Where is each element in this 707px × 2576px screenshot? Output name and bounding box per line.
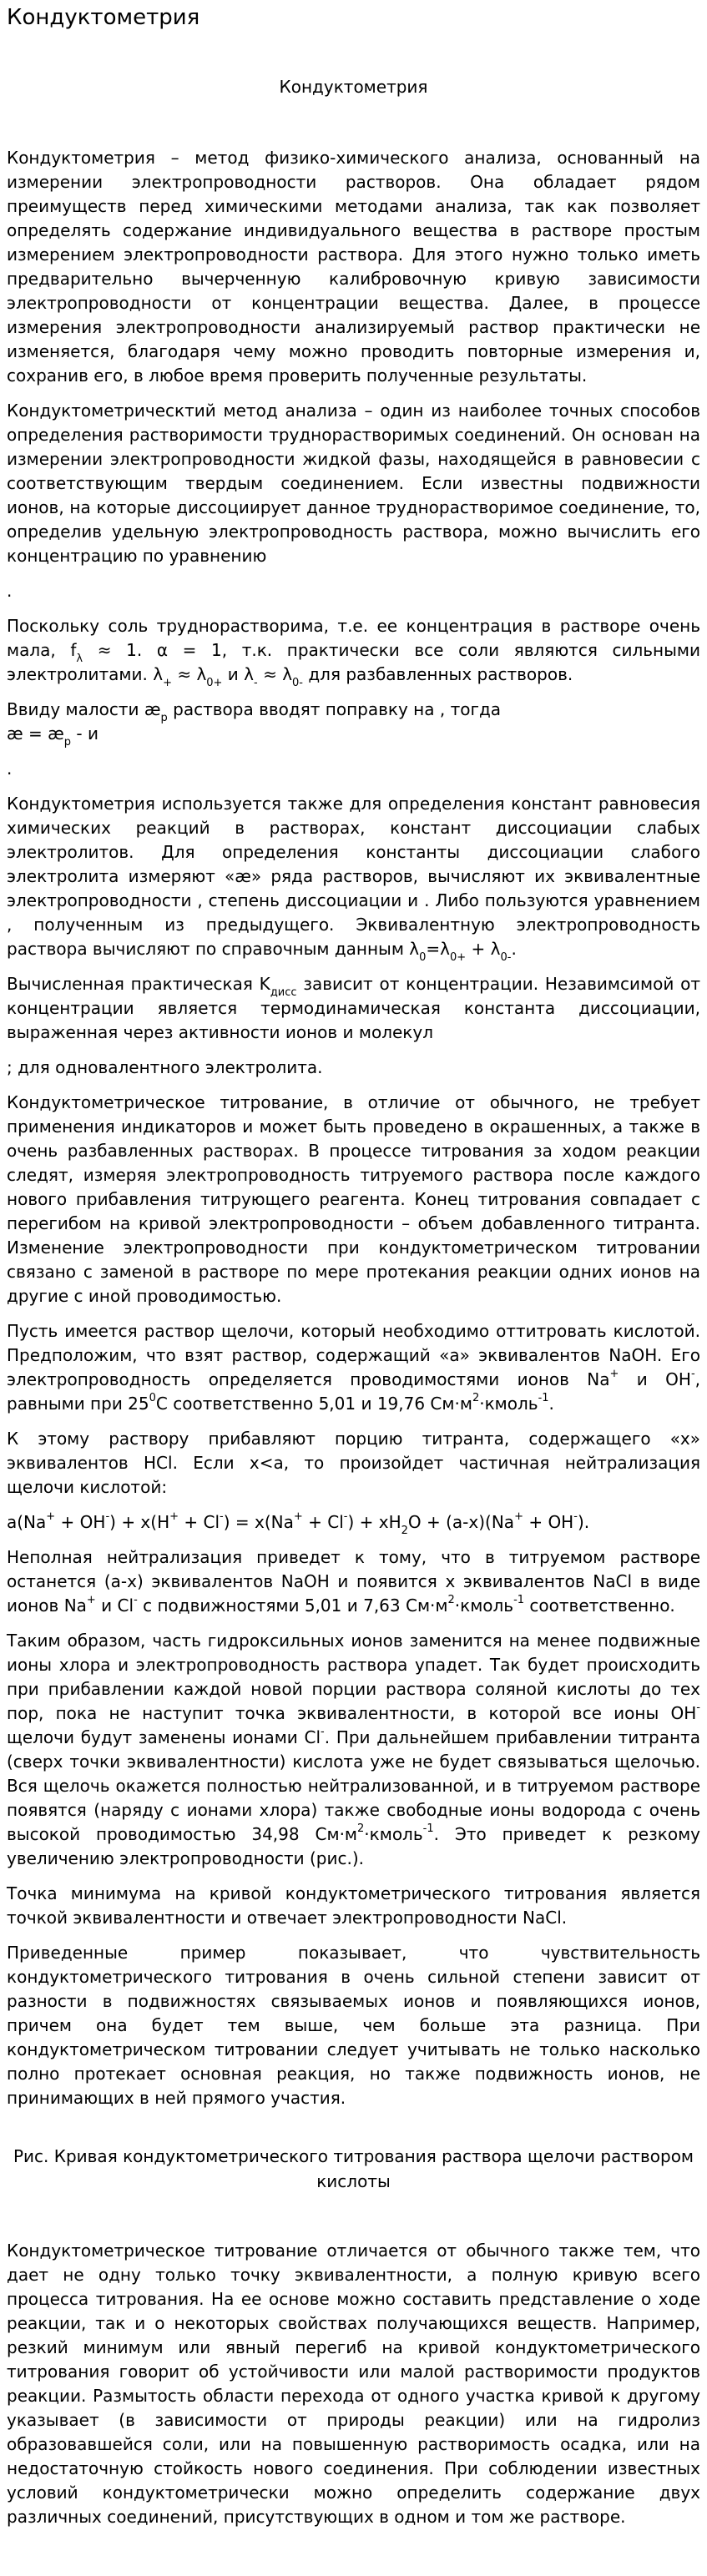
paragraph-partial: Неполная нейтрализация приведет к тому, что в титруемом растворе останется (a-x) эквивалентов NaOH и появится x эквивалентов NaCl в виде ионов Na+ и Cl- с подвижностями 5,01 и 7,63 $См\cdot м^2\cdot кмоль^{-1}$ соответственно. [7,1547,700,1616]
paragraph-hydroxyl: Таким образом, часть гидроксильных ионов заменится на менее подвижные ионы хлора и электропроводность раствора упадет. Так будет происходить при прибавлении каждой новой порции раствора соляной кислоты до тех пор, пока не наступит точка эквивалентности, в которой все ионы OH- щелочи будут заменены ионами Cl-. При дальнейшем прибавлении титранта (сверх точки эквивалентности) кислота уже не будет связываться щелочью. Вся щелочь окажется полностью нейтрализованной, и в титруемом растворе появятся (наряду с ионами хлора) также свободные ионы водорода с очень высокой проводимостью 34,98 $См\cdot м^2\cdot кмоль^{-1}$. Это приведет к резкому увеличению электропроводности (рис.). [7,1631,700,1868]
figure-caption: Рис. Кривая кондуктометрического титрования раствора щелочи раствором кислоты [13,2146,694,2191]
formula-correction: æ = $æ_p$ - и [7,723,98,749]
paragraph-constants: Кондуктометрия используется также для определения констант равновесия химических реакций в растворах, констант диссоциации слабых электролитов. Для определения константы диссоциации слабого электролита измеряют «æ» ряда растворов, вычисляют их эквивалентные электропроводности , степень диссоциации и . Либо пользуются уравнением , полученным из предыдущего. Эквивалентную электропроводность раствора вычисляют по справочным данным $\lambda_0=\lambda_{0+} + \lambda_{0-}$. [7,794,700,964]
paragraph-dot: . [7,581,13,601]
paragraph-monovalent: ; для одновалентного электролита. [7,1057,323,1077]
paragraph-dot-2: . [7,759,13,779]
equation-neutralization: $a(Na^+ + OH^-) + x(H^+ + Cl^-) = x(Na^+ + Cl^-) + xH_2O + (a-x)(Na^+ + OH^-)$. [7,1510,590,1537]
paragraph-hcl: К этому раствору прибавляют порцию титранта, содержащего «x» эквивалентов HCl. Если x<a, то произойдет частичная нейтрализация щелочи кислотой: [7,1429,700,1497]
paragraph-solubility: Кондуктометрическтий метод анализа – один из наиболее точных способов определения растворимости труднорастворимых соединений. Он основан на измерении электропроводности жидкой фазы, находящейся в равновесии с соответствующим твердым соединением. Если известны подвижности ионов, на которые диссоциирует данное труднорастворимое соединение, то, определив удельную электропроводность раствора, можно вычислить его концентрацию по уравнению [7,401,700,566]
article-body [7,75,700,2540]
paragraph-naoh: Пусть имеется раствор щелочи, который необходимо оттитровать кислотой. Предположим, что взят раствор, содержащий «a» эквивалентов NaOH. Его электропроводность определяется проводимостями ионов Na+ и OH-, равными при $25^0C$ соответственно 5,01 и 19,76 $См\cdot м^2\cdot кмоль^{-1}$. [7,1321,701,1414]
paragraph-kdiss: Вычисленная практическая $K_{дисс}$ зависит от концентрации. Незавимсимой от концентрации является термодинамическая константа диссоциации, выраженная через активности ионов и молекул [7,974,701,1042]
paragraph-minimum: Точка минимума на кривой кондуктометрического титрования является точкой эквивалентности и отвечает электропроводности NaCl. [7,1883,700,1928]
paragraph-intro: Кондуктометрия – метод физико-химического анализа, основанный на измерении электропроводности растворов. Она обладает рядом преимуществ перед химическими методами анализа, так как позволяет определять содержание индивидуального вещества в растворе простым измерением электропроводности раствора. Для этого нужно только иметь предварительно вычерченную калибровочную кривую зависимости электропроводности от концентрации вещества. Далее, в процессе измерения электропроводности анализируемый раствор практически не изменяется, благодаря чему можно проводить повторные измерения и, сохранив его, в любое время проверить полученные результаты. [7,148,700,386]
paragraph-titration: Кондуктометрическое титрование, в отличие от обычного, не требует применения индикаторов и может быть проведено в окрашенных, а также в очень разбавленных растворах. В процессе титрования за ходом реакции следят, измеряя электропроводность титруемого раствора после каждого нового прибавления титрующего реагента. Конец титрования совпадает с перегибом на кривой электропроводности – объем добавленного титранта. Изменение электропроводности при кондуктометрическом титровании связано с заменой в растворе по мере протекания реакции одних ионов на другие с иной проводимостью. [7,1092,700,1306]
paragraph-sensitivity: Приведенные пример показывает, что чувствительность кондуктометрического титрования в очень сильной степени зависит от разности в подвижностях связываемых ионов и появляющихся ионов, причем она будет тем выше, чем больше эта разница. При кондуктометрическом титровании следует учитывать не только насколько полно протекает основная реакция, но также подвижность ионов, не принимающих в ней прямого участия. [7,1943,700,2108]
paragraph-salt: Поскольку соль труднорастворима, т.е. ее концентрация в растворе очень мала, $f_\lambda \approx 1$. α = 1, т.к. практически все соли являются сильными электролитами. $\lambda_+ \approx \lambda_{0+}$ и $\lambda_- \approx \lambda_{0-}$ для разбавленных растворов. [7,616,700,689]
article-title: Кондуктометрия [279,77,428,97]
page-header: Кондуктометрия [7,5,200,30]
paragraph-correction: Ввиду малости $æ_p$ раствора вводят поправку на , тогда [7,699,502,724]
paragraph-curve: Кондуктометрическое титрование отличается от обычного также тем, что дает не одну только точку эквивалентности, а полную кривую всего процесса титрования. На ее основе можно составить представление о ходе реакции, так и о некоторых свойствах получающихся веществ. Например, резкий минимум или явный перегиб на кривой кондуктометрического титрования говорит об устойчивости или малой растворимости продуктов реакции. Размытость области перехода от одного участка кривой к другому указывает (в зависимости от природы реакции) или на гидролиз образовавшейся соли, или на повышенную растворимость осадка, или на недостаточную стойкость нового соединения. При соблюдении известных условий кондуктометрически можно определить содержание двух различных соединений, присутствующих в одном и том же растворе. [7,2241,700,2527]
